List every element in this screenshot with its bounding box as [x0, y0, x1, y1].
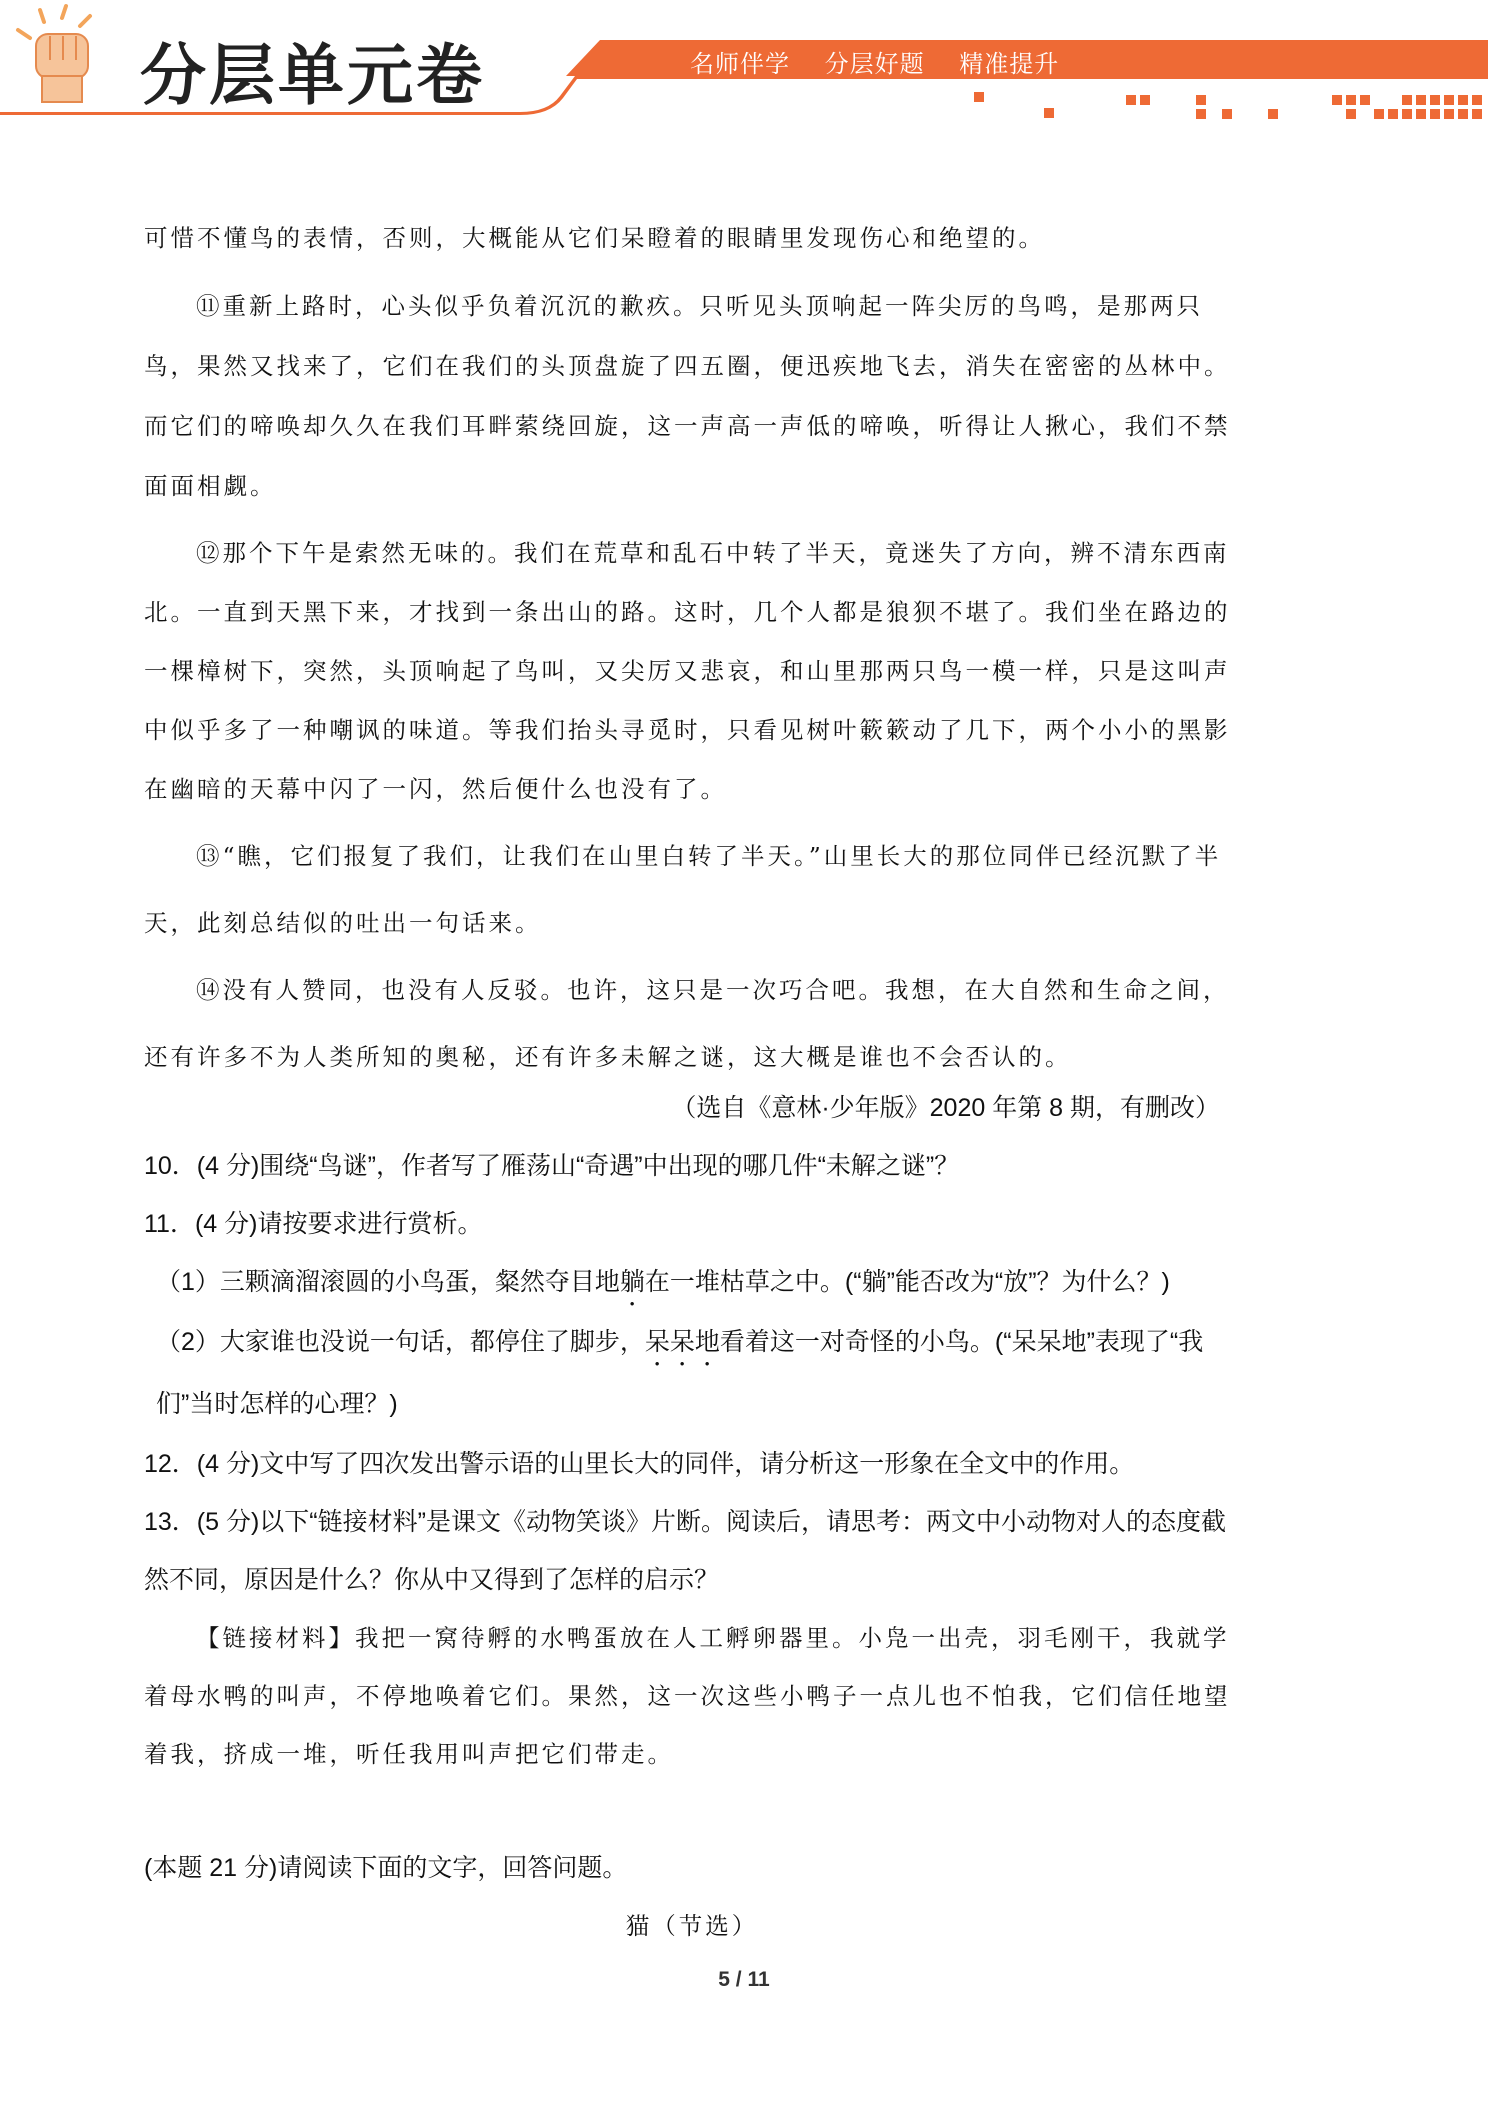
question-text: （2）大家谁也没说一句话，都停住了脚步，	[156, 1328, 645, 1356]
question-text: 在一堆枯草之中。(“躺”能否改为“放”？为什么？)	[644, 1268, 1170, 1296]
page-content	[144, 208, 1240, 1955]
decorative-squares	[974, 92, 1482, 119]
header-slogan	[690, 44, 1085, 79]
slogan-item: 名师伴学	[690, 50, 790, 78]
question-11-1	[144, 1253, 1240, 1311]
page-header	[0, 0, 1488, 130]
section-title: 猫（节选）	[625, 1912, 759, 1940]
page-number: 5 / 11	[718, 1968, 770, 1991]
passage-paragraph-14: ⑭没有人赞同，也没有人反驳。也许，这只是一次巧合吧。我想，在大自然和生命之间，还有许多不为人类所知的奥秘，还有许多未解之谜，这大概是谁也不会否认的。	[144, 976, 1230, 1071]
question-13: 13．(5 分)以下“链接材料”是课文《动物笑谈》片断。阅读后，请思考：两文中小动物对人的态度截然不同，原因是什么？你从中又得到了怎样的启示？	[144, 1508, 1226, 1594]
fist-icon	[18, 6, 90, 102]
section-intro: (本题 21 分)请阅读下面的文字，回答问题。	[144, 1854, 628, 1882]
header-title: 分层单元卷	[140, 37, 485, 114]
question-10: 10．(4 分)围绕“鸟谜”，作者写了雁荡山“奇遇”中出现的哪几件“未解之谜”？	[144, 1152, 960, 1180]
passage-paragraph-12: ⑫那个下午是索然无味的。我们在荒草和乱石中转了半天，竟迷失了方向，辨不清东西南北。一直到天黑下来，才找到一条出山的路。这时，几个人都是狼狈不堪了。我们坐在路边的一棵樟树下，突然，头顶响起了鸟叫，又尖厉又悲哀，和山里那两只鸟一模一样，只是这叫声中似乎多了一种嘲讽的味道。等我们抬头寻觅时，只看见树叶簌簌动了几下，两个小小的黑影在幽暗的天幕中闪了一闪，然后便什么也没有了。	[144, 539, 1231, 803]
question-12: 12．(4 分)文中写了四次发出警示语的山里长大的同伴，请分析这一形象在全文中的作用。	[144, 1450, 1135, 1478]
passage-paragraph: 可惜不懂鸟的表情，否则，大概能从它们呆瞪着的眼睛里发现伤心和绝望的。	[144, 224, 1045, 252]
question-11: 11．(4 分)请按要求进行赏析。	[144, 1210, 483, 1238]
passage-paragraph-11: ⑪重新上路时，心头似乎负着沉沉的歉疚。只听见头顶响起一阵尖厉的鸟鸣，是那两只鸟，果然又找来了，它们在我们的头顶盘旋了四五圈，便迅疾地飞去，消失在密密的丛林中。而它们的啼唤却久久在我们耳畔萦绕回旋，这一声高一声低的啼唤，听得让人揪心，我们不禁面面相觑。	[144, 292, 1231, 500]
question-text: （1）三颗滴溜滚圆的小鸟蛋，粲然夺目地	[156, 1268, 620, 1296]
passage-source: （选自《意林·少年版》2020 年第 8 期，有删改）	[671, 1094, 1220, 1122]
passage-paragraph-13: ⑬“瞧，它们报复了我们，让我们在山里白转了半天。”山里长大的那位同伴已经沉默了半天，此刻总结似的吐出一句话来。	[144, 842, 1222, 937]
question-11-2	[144, 1311, 1240, 1435]
slogan-item: 精准提升	[959, 50, 1060, 78]
emphasized-word: 躺	[619, 1268, 645, 1296]
emphasized-word: 呆呆地	[644, 1328, 720, 1356]
slogan-item: 分层好题	[824, 50, 925, 78]
question-text: 看着这一对奇怪的小鸟。(“呆呆地”表现了“我们”当时怎样的心理？)	[156, 1328, 1204, 1418]
link-material: 【链接材料】我把一窝待孵的水鸭蛋放在人工孵卵器里。小凫一出壳，羽毛刚干，我就学着母水鸭的叫声，不停地唤着它们。果然，这一次这些小鸭子一点儿也不怕我，它们信任地望着我，挤成一堆，听任我用叫声把它们带走。	[144, 1624, 1231, 1768]
